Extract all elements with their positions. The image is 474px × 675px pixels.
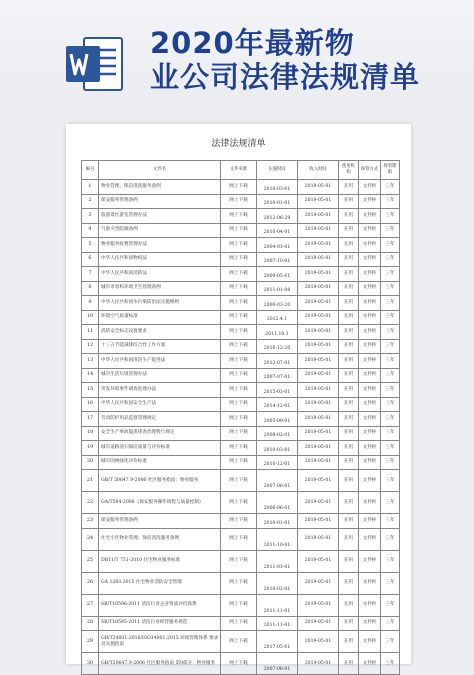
storage-method: 文件柜 bbox=[359, 238, 381, 253]
row-number: 28 bbox=[82, 616, 99, 631]
source-cell: 网上下载 bbox=[221, 550, 257, 572]
row-number: 5 bbox=[82, 238, 99, 253]
source-cell: 网上下载 bbox=[221, 194, 257, 209]
storage-method: 文件柜 bbox=[359, 296, 381, 311]
table-row bbox=[82, 209, 400, 224]
source-cell: 网上下载 bbox=[221, 397, 257, 412]
usage-status: 在用 bbox=[339, 281, 359, 296]
storage-method: 文件柜 bbox=[359, 616, 381, 631]
usage-status: 在用 bbox=[339, 455, 359, 470]
source-cell: 网上下载 bbox=[221, 616, 257, 631]
received-date: 2019-05-01 bbox=[298, 616, 339, 631]
received-date: 2019-05-01 bbox=[298, 528, 339, 550]
implementation-date: 2011-01-08 bbox=[257, 281, 298, 296]
usage-status: 在用 bbox=[339, 594, 359, 616]
implementation-date: 2012.4.1 bbox=[257, 310, 298, 325]
storage-method: 文件柜 bbox=[359, 383, 381, 398]
received-date: 2019-05-01 bbox=[298, 550, 339, 572]
received-date: 2019-05-01 bbox=[298, 310, 339, 325]
regulation-name: 城市园林绿化评价标准 bbox=[99, 455, 221, 470]
usage-status: 在用 bbox=[339, 296, 359, 311]
row-number: 16 bbox=[82, 397, 99, 412]
regulation-name: 中华人民共和国安全生产法 bbox=[99, 397, 221, 412]
storage-method: 文件柜 bbox=[359, 426, 381, 441]
table-header-row bbox=[82, 161, 400, 180]
usage-status: 在用 bbox=[339, 631, 359, 653]
implementation-date: 2011.10.1 bbox=[257, 325, 298, 340]
regulation-name: GA/T594-2006《保安服务操作规程与质量控制》 bbox=[99, 492, 221, 514]
source-cell: 网上下载 bbox=[221, 528, 257, 550]
usage-status: 在用 bbox=[339, 616, 359, 631]
regulation-name: 物业服务收费管理办法 bbox=[99, 238, 221, 253]
regulation-name: 住宅小区物业管理、保洁清洗服务条例 bbox=[99, 528, 221, 550]
storage-method: 文件柜 bbox=[359, 397, 381, 412]
row-number: 4 bbox=[82, 223, 99, 238]
implementation-date: 2000-03-20 bbox=[257, 296, 298, 311]
received-date: 2019-05-01 bbox=[298, 455, 339, 470]
row-number: 26 bbox=[82, 572, 99, 594]
row-number: 25 bbox=[82, 550, 99, 572]
implementation-date: 2008-02-01 bbox=[257, 426, 298, 441]
regulation-name: 突发环境事件调查处理办法 bbox=[99, 383, 221, 398]
regulation-name: 保安服务管理条例 bbox=[99, 514, 221, 529]
row-number: 15 bbox=[82, 383, 99, 398]
retention-period: 三年 bbox=[381, 281, 400, 296]
source-cell: 网上下载 bbox=[221, 180, 257, 195]
row-number: 8 bbox=[82, 281, 99, 296]
received-date: 2019-05-01 bbox=[298, 238, 339, 253]
received-date: 2019-05-01 bbox=[298, 180, 339, 195]
retention-period: 三年 bbox=[381, 616, 400, 631]
implementation-date: 2015-03-01 bbox=[257, 383, 298, 398]
received-date: 2019-05-01 bbox=[298, 252, 339, 267]
implementation-date: 2010-12-01 bbox=[257, 455, 298, 470]
regulation-name: DB11/T 751-2010 住宅物业服务标准 bbox=[99, 550, 221, 572]
table-row bbox=[82, 281, 400, 296]
source-cell: 网上下载 bbox=[221, 455, 257, 470]
table-row bbox=[82, 653, 400, 675]
regulation-name: 十三五节能减排综合性工作方案 bbox=[99, 339, 221, 354]
implementation-date: 2011-11-01 bbox=[257, 616, 298, 631]
implementation-date: 2017-05-01 bbox=[257, 631, 298, 653]
usage-status: 在用 bbox=[339, 252, 359, 267]
column-header: 实施时间 bbox=[257, 161, 298, 180]
implementation-date: 2012-07-01 bbox=[257, 354, 298, 369]
table-row bbox=[82, 528, 400, 550]
regulation-name: 城市道路清扫保洁质量与评价标准 bbox=[99, 441, 221, 456]
received-date: 2019-05-01 bbox=[298, 492, 339, 514]
table-row bbox=[82, 223, 400, 238]
title-line-2: 业公司法律法规清单 bbox=[150, 60, 421, 94]
implementation-date: 2006-06-01 bbox=[257, 492, 298, 514]
row-number: 18 bbox=[82, 426, 99, 441]
table-row bbox=[82, 441, 400, 456]
usage-status: 在用 bbox=[339, 325, 359, 340]
row-number: 30 bbox=[82, 653, 99, 675]
column-header: 编号 bbox=[82, 161, 99, 180]
usage-status: 在用 bbox=[339, 426, 359, 441]
source-cell: 网上下载 bbox=[221, 653, 257, 675]
retention-period: 三年 bbox=[381, 492, 400, 514]
source-cell: 网上下载 bbox=[221, 426, 257, 441]
source-cell: 网上下载 bbox=[221, 325, 257, 340]
row-number: 2 bbox=[82, 194, 99, 209]
source-cell: 网上下载 bbox=[221, 514, 257, 529]
table-row bbox=[82, 631, 400, 653]
retention-period: 三年 bbox=[381, 441, 400, 456]
usage-status: 在用 bbox=[339, 397, 359, 412]
regulations-table bbox=[81, 160, 400, 675]
received-date: 2019-05-01 bbox=[298, 441, 339, 456]
source-cell: 网上下载 bbox=[221, 339, 257, 354]
usage-status: 在用 bbox=[339, 653, 359, 675]
received-date: 2019-05-01 bbox=[298, 572, 339, 594]
retention-period: 三年 bbox=[381, 383, 400, 398]
implementation-date: 2011-10-01 bbox=[257, 528, 298, 550]
received-date: 2019-05-01 bbox=[298, 653, 339, 675]
source-cell: 网上下载 bbox=[221, 296, 257, 311]
usage-status: 在用 bbox=[339, 528, 359, 550]
source-cell: 网上下载 bbox=[221, 223, 257, 238]
usage-status: 在用 bbox=[339, 368, 359, 383]
usage-status: 在用 bbox=[339, 180, 359, 195]
received-date: 2019-05-01 bbox=[298, 397, 339, 412]
usage-status: 在用 bbox=[339, 383, 359, 398]
storage-method: 文件柜 bbox=[359, 267, 381, 282]
regulation-name: 物业管理，保洁清洗服务条例 bbox=[99, 180, 221, 195]
page-title bbox=[150, 26, 466, 94]
row-number: 1 bbox=[82, 180, 99, 195]
retention-period: 三年 bbox=[381, 653, 400, 675]
usage-status: 在用 bbox=[339, 550, 359, 572]
retention-period: 三年 bbox=[381, 223, 400, 238]
table-row bbox=[82, 267, 400, 282]
table-row bbox=[82, 310, 400, 325]
retention-period: 三年 bbox=[381, 631, 400, 653]
implementation-date: 2016-12-20 bbox=[257, 339, 298, 354]
table-row bbox=[82, 492, 400, 514]
row-number: 10 bbox=[82, 310, 99, 325]
column-header: 收入时间 bbox=[298, 161, 339, 180]
implementation-date: 2011-11-01 bbox=[257, 594, 298, 616]
row-number: 21 bbox=[82, 470, 99, 492]
table-row bbox=[82, 616, 400, 631]
row-number: 20 bbox=[82, 455, 99, 470]
implementation-date: 2014-12-01 bbox=[257, 397, 298, 412]
implementation-date: 2005-09-01 bbox=[257, 412, 298, 427]
usage-status: 在用 bbox=[339, 238, 359, 253]
title-line-1: 2020年最新物 bbox=[150, 26, 355, 60]
retention-period: 三年 bbox=[381, 325, 400, 340]
source-cell: 网上下载 bbox=[221, 572, 257, 594]
row-number: 6 bbox=[82, 252, 99, 267]
implementation-date: 2012-06-29 bbox=[257, 209, 298, 224]
row-number: 11 bbox=[82, 325, 99, 340]
regulation-name: 保安服务管理条例 bbox=[99, 194, 221, 209]
source-cell: 网上下载 bbox=[221, 470, 257, 492]
received-date: 2019-05-01 bbox=[298, 339, 339, 354]
regulation-name: 消防安全标志设置要求 bbox=[99, 325, 221, 340]
implementation-date: 2010-03-01 bbox=[257, 441, 298, 456]
table-row bbox=[82, 594, 400, 616]
source-cell: 网上下载 bbox=[221, 252, 257, 267]
usage-status: 在用 bbox=[339, 310, 359, 325]
storage-method: 文件柜 bbox=[359, 339, 381, 354]
retention-period: 三年 bbox=[381, 470, 400, 492]
table-row bbox=[82, 550, 400, 572]
row-number: 24 bbox=[82, 528, 99, 550]
row-number: 23 bbox=[82, 514, 99, 529]
implementation-date: 2010-04-01 bbox=[257, 223, 298, 238]
regulation-name: SB/T10596-2011 清洁行业企业资质评价体系 bbox=[99, 594, 221, 616]
table-row bbox=[82, 194, 400, 209]
regulation-name: 旅游景区游览管理办法 bbox=[99, 209, 221, 224]
storage-method: 文件柜 bbox=[359, 631, 381, 653]
received-date: 2019-05-01 bbox=[298, 412, 339, 427]
column-header: 保管方式 bbox=[359, 161, 381, 180]
usage-status: 在用 bbox=[339, 492, 359, 514]
implementation-date: 2007-06-01 bbox=[257, 470, 298, 492]
row-number: 3 bbox=[82, 209, 99, 224]
column-header: 文件来源 bbox=[221, 161, 257, 180]
usage-status: 在用 bbox=[339, 470, 359, 492]
retention-period: 三年 bbox=[381, 412, 400, 427]
retention-period: 三年 bbox=[381, 194, 400, 209]
row-number: 14 bbox=[82, 368, 99, 383]
retention-period: 三年 bbox=[381, 354, 400, 369]
retention-period: 三年 bbox=[381, 528, 400, 550]
storage-method: 文件柜 bbox=[359, 528, 381, 550]
usage-status: 在用 bbox=[339, 339, 359, 354]
table-row bbox=[82, 397, 400, 412]
table-row bbox=[82, 296, 400, 311]
row-number: 29 bbox=[82, 631, 99, 653]
retention-period: 三年 bbox=[381, 296, 400, 311]
retention-period: 三年 bbox=[381, 267, 400, 282]
implementation-date: 2011-01-01 bbox=[257, 550, 298, 572]
source-cell: 网上下载 bbox=[221, 354, 257, 369]
received-date: 2019-05-01 bbox=[298, 470, 339, 492]
implementation-date: 2007-07-01 bbox=[257, 368, 298, 383]
table-row bbox=[82, 252, 400, 267]
page-header bbox=[0, 0, 474, 118]
source-cell: 网上下载 bbox=[221, 441, 257, 456]
regulation-name: 中华人民共和国消防法 bbox=[99, 267, 221, 282]
regulation-name: 气象灾害防御条例 bbox=[99, 223, 221, 238]
storage-method: 文件柜 bbox=[359, 441, 381, 456]
retention-period: 三年 bbox=[381, 594, 400, 616]
word-document-icon bbox=[62, 32, 126, 96]
source-cell: 网上下载 bbox=[221, 238, 257, 253]
storage-method: 文件柜 bbox=[359, 325, 381, 340]
regulation-name: GB/T24001-2016/ISO14001:2015 环境管理体系 要求及实施指南 bbox=[99, 631, 221, 653]
received-date: 2019-05-01 bbox=[298, 354, 339, 369]
received-date: 2019-05-01 bbox=[298, 296, 339, 311]
table-row bbox=[82, 514, 400, 529]
storage-method: 文件柜 bbox=[359, 310, 381, 325]
storage-method: 文件柜 bbox=[359, 209, 381, 224]
storage-method: 文件柜 bbox=[359, 514, 381, 529]
storage-method: 文件柜 bbox=[359, 194, 381, 209]
column-header: 使用机构 bbox=[339, 161, 359, 180]
received-date: 2019-05-01 bbox=[298, 383, 339, 398]
received-date: 2019-05-01 bbox=[298, 631, 339, 653]
regulation-name: 中华人民共和国物权法 bbox=[99, 252, 221, 267]
received-date: 2019-05-01 bbox=[298, 325, 339, 340]
table-row bbox=[82, 426, 400, 441]
table-body bbox=[82, 180, 400, 675]
storage-method: 文件柜 bbox=[359, 223, 381, 238]
received-date: 2019-05-01 bbox=[298, 426, 339, 441]
storage-method: 文件柜 bbox=[359, 492, 381, 514]
column-header: 文件名 bbox=[99, 161, 221, 180]
usage-status: 在用 bbox=[339, 354, 359, 369]
retention-period: 三年 bbox=[381, 180, 400, 195]
retention-period: 三年 bbox=[381, 209, 400, 224]
table-row bbox=[82, 470, 400, 492]
received-date: 2019-05-01 bbox=[298, 594, 339, 616]
source-cell: 网上下载 bbox=[221, 209, 257, 224]
regulation-name: 城市市容和环境卫生管理条例 bbox=[99, 281, 221, 296]
retention-period: 三年 bbox=[381, 238, 400, 253]
received-date: 2019-05-01 bbox=[298, 281, 339, 296]
retention-period: 三年 bbox=[381, 310, 400, 325]
regulation-name: 城市生活垃圾管理办法 bbox=[99, 368, 221, 383]
regulation-name: GA 1283-2015 住宅物业消防安全管理 bbox=[99, 572, 221, 594]
source-cell: 网上下载 bbox=[221, 631, 257, 653]
retention-period: 三年 bbox=[381, 368, 400, 383]
usage-status: 在用 bbox=[339, 194, 359, 209]
source-cell: 网上下载 bbox=[221, 492, 257, 514]
usage-status: 在用 bbox=[339, 572, 359, 594]
received-date: 2019-05-01 bbox=[298, 514, 339, 529]
source-cell: 网上下载 bbox=[221, 368, 257, 383]
retention-period: 三年 bbox=[381, 339, 400, 354]
received-date: 2019-05-01 bbox=[298, 209, 339, 224]
implementation-date: 2010-01-01 bbox=[257, 194, 298, 209]
table-row bbox=[82, 180, 400, 195]
usage-status: 在用 bbox=[339, 441, 359, 456]
implementation-date: 2016-03-01 bbox=[257, 180, 298, 195]
usage-status: 在用 bbox=[339, 209, 359, 224]
source-cell: 网上下载 bbox=[221, 310, 257, 325]
row-number: 12 bbox=[82, 339, 99, 354]
received-date: 2019-05-01 bbox=[298, 368, 339, 383]
regulation-name: 劳动防护用品监督管理规定 bbox=[99, 412, 221, 427]
storage-method: 文件柜 bbox=[359, 180, 381, 195]
row-number: 19 bbox=[82, 441, 99, 456]
usage-status: 在用 bbox=[339, 412, 359, 427]
table-row bbox=[82, 368, 400, 383]
storage-method: 文件柜 bbox=[359, 368, 381, 383]
retention-period: 三年 bbox=[381, 455, 400, 470]
source-cell: 网上下载 bbox=[221, 412, 257, 427]
regulation-name: 中华人民共和国清洁生产促进法 bbox=[99, 354, 221, 369]
retention-period: 三年 bbox=[381, 572, 400, 594]
storage-method: 文件柜 bbox=[359, 412, 381, 427]
storage-method: 文件柜 bbox=[359, 252, 381, 267]
usage-status: 在用 bbox=[339, 223, 359, 238]
table-row bbox=[82, 339, 400, 354]
storage-method: 文件柜 bbox=[359, 470, 381, 492]
source-cell: 网上下载 bbox=[221, 383, 257, 398]
retention-period: 三年 bbox=[381, 397, 400, 412]
usage-status: 在用 bbox=[339, 514, 359, 529]
regulation-name: GB/T20647.9-2006 社区服务指南 第9部分：物业服务 bbox=[99, 653, 221, 675]
implementation-date: 2004-01-01 bbox=[257, 238, 298, 253]
retention-period: 三年 bbox=[381, 252, 400, 267]
source-cell: 网上下载 bbox=[221, 267, 257, 282]
row-number: 9 bbox=[82, 296, 99, 311]
table-row bbox=[82, 383, 400, 398]
implementation-date: 2007-06-01 bbox=[257, 653, 298, 675]
regulation-name: GB/T 20647.9-2006 社区服务指南：物业服务 bbox=[99, 470, 221, 492]
source-cell: 网上下载 bbox=[221, 594, 257, 616]
regulation-name: 安全生产事故隐患排查治理暂行规定 bbox=[99, 426, 221, 441]
received-date: 2019-05-01 bbox=[298, 223, 339, 238]
retention-period: 三年 bbox=[381, 426, 400, 441]
usage-status: 在用 bbox=[339, 267, 359, 282]
regulation-name: 中华人民共和国水污染防治法实施细则 bbox=[99, 296, 221, 311]
table-row bbox=[82, 455, 400, 470]
implementation-date: 2010-01-01 bbox=[257, 514, 298, 529]
row-number: 7 bbox=[82, 267, 99, 282]
storage-method: 文件柜 bbox=[359, 354, 381, 369]
document-title: 法律法规清单 bbox=[211, 139, 266, 149]
document-page bbox=[66, 124, 411, 673]
retention-period: 三年 bbox=[381, 550, 400, 572]
row-number: 13 bbox=[82, 354, 99, 369]
row-number: 17 bbox=[82, 412, 99, 427]
table-row bbox=[82, 412, 400, 427]
row-number: 27 bbox=[82, 594, 99, 616]
retention-period: 三年 bbox=[381, 514, 400, 529]
regulation-name: 环境空气质量标准 bbox=[99, 310, 221, 325]
received-date: 2019-05-01 bbox=[298, 267, 339, 282]
table-row bbox=[82, 354, 400, 369]
received-date: 2019-05-01 bbox=[298, 194, 339, 209]
source-cell: 网上下载 bbox=[221, 281, 257, 296]
storage-method: 文件柜 bbox=[359, 572, 381, 594]
implementation-date: 2007-10-01 bbox=[257, 252, 298, 267]
implementation-date: 2009-05-01 bbox=[257, 267, 298, 282]
row-number: 22 bbox=[82, 492, 99, 514]
storage-method: 文件柜 bbox=[359, 594, 381, 616]
implementation-date: 2016-02-01 bbox=[257, 572, 298, 594]
storage-method: 文件柜 bbox=[359, 455, 381, 470]
table-row bbox=[82, 572, 400, 594]
storage-method: 文件柜 bbox=[359, 653, 381, 675]
table-row bbox=[82, 325, 400, 340]
regulation-name: SB/T10595-2011 清洁行业经营服务规范 bbox=[99, 616, 221, 631]
table-row bbox=[82, 238, 400, 253]
storage-method: 文件柜 bbox=[359, 281, 381, 296]
column-header: 保管期限 bbox=[381, 161, 400, 180]
storage-method: 文件柜 bbox=[359, 550, 381, 572]
